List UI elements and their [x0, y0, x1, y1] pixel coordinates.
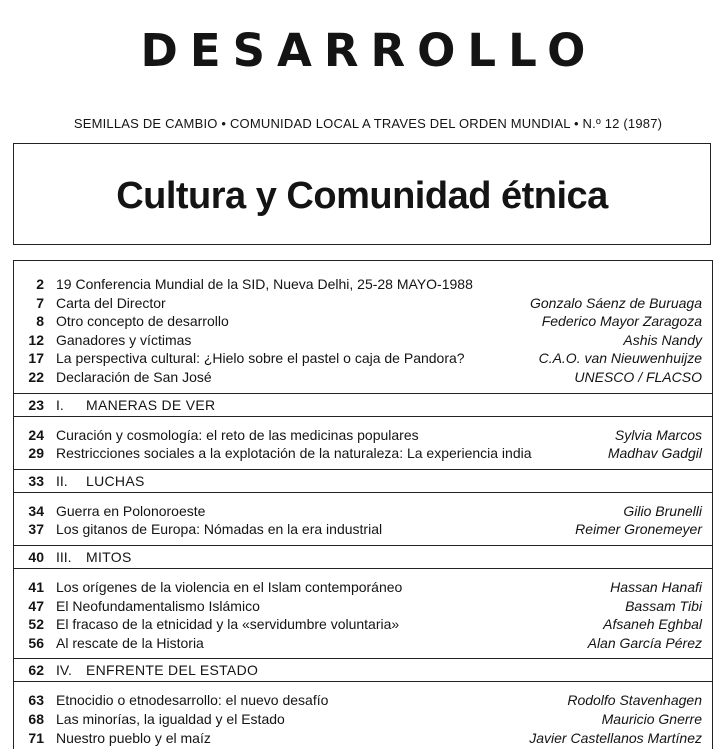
toc-entry[interactable]: [14, 520, 712, 539]
toc-intro-group: [14, 275, 712, 387]
section-label: LUCHAS: [86, 472, 145, 489]
entry-page-number: 17: [28, 350, 44, 367]
entry-author: Afsaneh Eghbal: [603, 616, 702, 633]
entry-title: Curación y cosmología: el reto de las medicinas populares: [56, 426, 419, 443]
entry-author: Javier Castellanos Martínez: [529, 729, 702, 746]
entry-title: Al rescate de la Historia: [56, 634, 204, 651]
entry-title: Las minorías, la igualdad y el Estado: [56, 710, 285, 727]
toc-entry[interactable]: [14, 444, 712, 463]
entry-title: 19 Conferencia Mundial de la SID, Nueva Delhi, 25-28 MAYO-1988: [56, 276, 473, 292]
entry-page-number: 29: [28, 445, 44, 462]
entry-author: Rodolfo Stavenhagen: [567, 692, 702, 709]
entry-page-number: 41: [28, 578, 44, 595]
toc-entry[interactable]: [14, 578, 712, 597]
toc-entry[interactable]: [14, 691, 712, 710]
section-roman-numeral: II.: [56, 472, 68, 489]
section-label: MITOS: [86, 548, 132, 565]
entry-title: Nuestro pueblo y el maíz: [56, 729, 211, 746]
entry-author: Hassan Hanafi: [610, 578, 702, 595]
toc-entry[interactable]: [14, 331, 712, 350]
section-page-number: 23: [28, 396, 44, 413]
toc-entry[interactable]: [14, 615, 712, 634]
entry-page-number: 8: [36, 313, 44, 330]
entry-page-number: 56: [28, 634, 44, 651]
toc-entry[interactable]: [14, 729, 712, 748]
section-roman-numeral: III.: [56, 548, 72, 565]
entry-title: Otro concepto de desarrollo: [56, 313, 229, 330]
section-page-number: 33: [28, 472, 44, 489]
toc-entry[interactable]: [14, 349, 712, 368]
entry-author: Alan García Pérez: [587, 634, 702, 651]
section-heading[interactable]: [14, 393, 712, 417]
issue-title: Cultura y Comunidad étnica: [116, 175, 608, 217]
toc-entry[interactable]: [14, 312, 712, 331]
section-heading[interactable]: [14, 545, 712, 569]
entry-page-number: 52: [28, 616, 44, 633]
entry-author: Mauricio Gnerre: [601, 710, 702, 727]
section-page-number: 62: [28, 662, 44, 679]
section-roman-numeral: I.: [56, 396, 64, 413]
section-roman-numeral: IV.: [56, 662, 72, 679]
entry-author: Sylvia Marcos: [614, 426, 702, 443]
entry-author: Ashis Nandy: [623, 331, 702, 348]
entry-page-number: 37: [28, 521, 44, 538]
entry-page-number: 47: [28, 597, 44, 614]
section-heading[interactable]: [14, 469, 712, 493]
section-items-group: [14, 578, 712, 652]
entry-page-number: 68: [28, 710, 44, 727]
masthead-title: DESARROLLO: [140, 24, 598, 77]
section-items-group: [14, 691, 712, 747]
entry-author: UNESCO / FLACSO: [574, 368, 702, 385]
toc-entry[interactable]: [14, 710, 712, 729]
entry-page-number: 63: [28, 692, 44, 709]
section-label: MANERAS DE VER: [86, 396, 216, 413]
entry-page-number: 7: [36, 294, 44, 311]
toc-list: [14, 275, 712, 748]
entry-title: La perspectiva cultural: ¿Hielo sobre el pastel o caja de Pandora?: [56, 350, 465, 367]
toc-entry[interactable]: [14, 275, 712, 294]
entry-title: Declaración de San José: [56, 368, 212, 385]
entry-title: El Neofundamentalismo Islámico: [56, 597, 260, 614]
toc-entry[interactable]: [14, 368, 712, 387]
entry-page-number: 22: [28, 368, 44, 385]
entry-page-number: 2: [36, 276, 44, 292]
section-items-group: [14, 502, 712, 539]
toc-entry[interactable]: [14, 502, 712, 521]
entry-author: Gilio Brunelli: [623, 502, 702, 519]
toc-entry[interactable]: [14, 634, 712, 653]
toc-entry[interactable]: [14, 597, 712, 616]
section-label: ENFRENTE DEL ESTADO: [86, 662, 259, 679]
toc-entry[interactable]: [14, 426, 712, 445]
entry-page-number: 24: [28, 426, 44, 443]
entry-author: Gonzalo Sáenz de Buruaga: [529, 294, 702, 311]
entry-page-number: 12: [28, 331, 44, 348]
entry-title: Carta del Director: [56, 294, 166, 311]
table-of-contents: [13, 260, 713, 749]
section-page-number: 40: [28, 548, 44, 565]
section-heading[interactable]: [14, 658, 712, 682]
entry-author: Federico Mayor Zaragoza: [541, 313, 702, 330]
entry-title: Los gitanos de Europa: Nómadas en la era industrial: [56, 521, 383, 538]
entry-title: Restricciones sociales a la explotación de la naturaleza: La experiencia india: [56, 445, 532, 462]
entry-author: Reimer Gronemeyer: [575, 521, 702, 538]
toc-entry[interactable]: [14, 294, 712, 313]
entry-author: Madhav Gadgil: [607, 445, 702, 462]
entry-page-number: 71: [28, 729, 44, 746]
entry-title: Los orígenes de la violencia en el Islam contemporáneo: [56, 578, 403, 595]
masthead-subline: SEMILLAS DE CAMBIO • COMUNIDAD LOCAL A TRAVES DEL ORDEN MUNDIAL • N.º 12 (1987): [73, 116, 663, 131]
entry-page-number: 34: [28, 502, 44, 519]
entry-author: Bassam Tibi: [625, 597, 702, 614]
entry-title: Etnocidio o etnodesarrollo: el nuevo desafío: [56, 692, 329, 709]
issue-title-box: [13, 143, 711, 245]
entry-author: C.A.O. van Nieuwenhuijze: [538, 350, 702, 367]
section-items-group: [14, 426, 712, 463]
entry-title: El fracaso de la etnicidad y la «servidumbre voluntaria»: [56, 616, 400, 633]
entry-title: Guerra en Polonoroeste: [56, 502, 206, 519]
entry-title: Ganadores y víctimas: [56, 331, 192, 348]
